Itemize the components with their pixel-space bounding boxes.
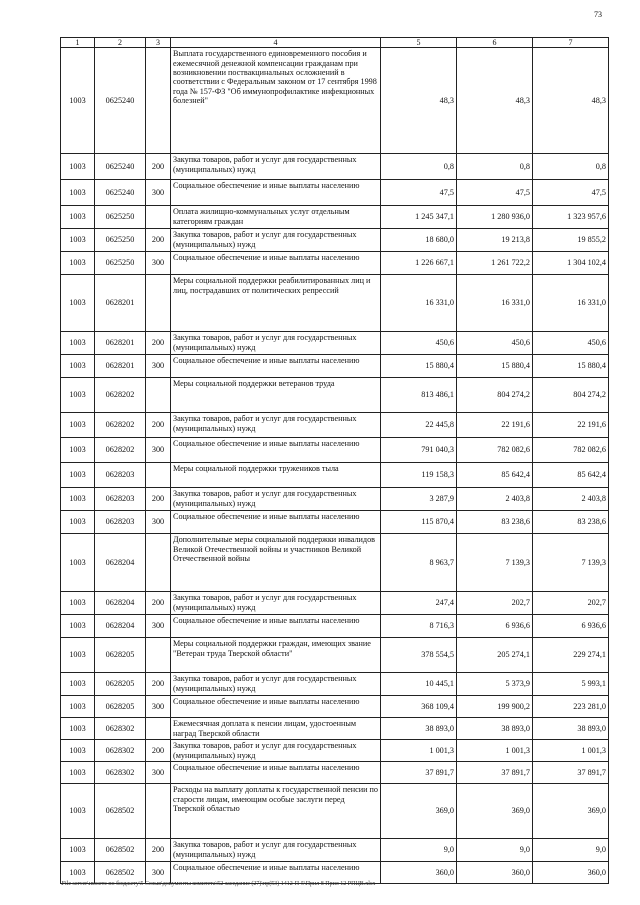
table-row: [61, 534, 609, 592]
target-item-cell: 0628204: [95, 615, 146, 638]
amount-col5-cell: 0,8: [381, 154, 457, 180]
table-row: [61, 784, 609, 839]
section-code-cell: 1003: [61, 229, 95, 252]
amount-col6-cell: 22 191,6: [457, 413, 533, 438]
expense-type-cell: [146, 784, 171, 839]
target-item-cell: 0628302: [95, 740, 146, 762]
amount-col5-cell: 115 870,4: [381, 511, 457, 534]
amount-col6-cell: 782 082,6: [457, 438, 533, 463]
amount-col6-cell: 202,7: [457, 592, 533, 615]
section-code-cell: 1003: [61, 862, 95, 884]
expense-type-cell: 200: [146, 332, 171, 355]
expense-type-cell: 300: [146, 252, 171, 275]
amount-col6-cell: 9,0: [457, 839, 533, 862]
section-code-cell: 1003: [61, 413, 95, 438]
amount-col7-cell: 229 274,1: [533, 638, 609, 673]
item-name-cell: Социальное обеспечение и иные выплаты населению: [171, 355, 381, 378]
amount-col5-cell: 22 445,8: [381, 413, 457, 438]
table-row: [61, 48, 609, 154]
amount-col7-cell: 0,8: [533, 154, 609, 180]
target-item-cell: 0628203: [95, 488, 146, 511]
item-name-cell: Закупка товаров, работ и услуг для государственных (муниципальных) нужд: [171, 740, 381, 762]
item-name-cell: Меры социальной поддержки реабилитированных лиц и лиц, пострадавших от политических репрессий: [171, 275, 381, 332]
amount-col6-cell: 205 274,1: [457, 638, 533, 673]
column-header: 7: [533, 38, 609, 48]
amount-col5-cell: 813 486,1: [381, 378, 457, 413]
amount-col6-cell: 1 280 936,0: [457, 206, 533, 229]
target-item-cell: 0628203: [95, 511, 146, 534]
item-name-cell: Выплата государственного единовременного пособия и ежемесячной денежной компенсации гражданам при возникновении поствакцинальных осложнений в соответствии с Федеральным законом от 17 сентября 1998 года № 157-ФЗ "Об иммунопрофилактике инфекционных болезней": [171, 48, 381, 154]
amount-col5-cell: 38 893,0: [381, 718, 457, 740]
expense-type-cell: 200: [146, 673, 171, 696]
target-item-cell: 0628203: [95, 463, 146, 488]
amount-col7-cell: 7 139,3: [533, 534, 609, 592]
amount-col6-cell: 360,0: [457, 862, 533, 884]
column-header: 6: [457, 38, 533, 48]
section-code-cell: 1003: [61, 180, 95, 206]
table-row: [61, 592, 609, 615]
table-row: [61, 275, 609, 332]
amount-col5-cell: 450,6: [381, 332, 457, 355]
expense-type-cell: 200: [146, 154, 171, 180]
section-code-cell: 1003: [61, 592, 95, 615]
amount-col5-cell: 1 226 667,1: [381, 252, 457, 275]
target-item-cell: 0628204: [95, 592, 146, 615]
expense-type-cell: 300: [146, 762, 171, 784]
target-item-cell: 0628202: [95, 413, 146, 438]
table-row: [61, 252, 609, 275]
section-code-cell: 1003: [61, 638, 95, 673]
amount-col6-cell: 450,6: [457, 332, 533, 355]
amount-col5-cell: 368 109,4: [381, 696, 457, 718]
section-code-cell: 1003: [61, 534, 95, 592]
item-name-cell: Социальное обеспечение и иные выплаты населению: [171, 252, 381, 275]
amount-col5-cell: 10 445,1: [381, 673, 457, 696]
item-name-cell: Расходы на выплату доплаты к государственной пенсии по старости лицам, имеющим особые заслуги перед Тверской областью: [171, 784, 381, 839]
item-name-cell: Дополнительные меры социальной поддержки инвалидов Великой Отечественной войны и участников Великой Отечественной войны: [171, 534, 381, 592]
amount-col7-cell: 2 403,8: [533, 488, 609, 511]
amount-col7-cell: 48,3: [533, 48, 609, 154]
item-name-cell: Социальное обеспечение и иные выплаты населению: [171, 511, 381, 534]
column-header: 3: [146, 38, 171, 48]
expense-type-cell: 300: [146, 438, 171, 463]
section-code-cell: 1003: [61, 740, 95, 762]
expense-type-cell: 200: [146, 413, 171, 438]
amount-col6-cell: 16 331,0: [457, 275, 533, 332]
column-header: 5: [381, 38, 457, 48]
target-item-cell: 0625250: [95, 206, 146, 229]
expense-type-cell: [146, 378, 171, 413]
section-code-cell: 1003: [61, 463, 95, 488]
item-name-cell: Социальное обеспечение и иные выплаты населению: [171, 762, 381, 784]
section-code-cell: 1003: [61, 252, 95, 275]
item-name-cell: Социальное обеспечение и иные выплаты населению: [171, 696, 381, 718]
expense-type-cell: [146, 718, 171, 740]
amount-col6-cell: 5 373,9: [457, 673, 533, 696]
expense-type-cell: 300: [146, 615, 171, 638]
amount-col5-cell: 15 880,4: [381, 355, 457, 378]
amount-col5-cell: 1 001,3: [381, 740, 457, 762]
amount-col7-cell: 202,7: [533, 592, 609, 615]
amount-col7-cell: 6 936,6: [533, 615, 609, 638]
target-item-cell: 0628302: [95, 762, 146, 784]
target-item-cell: 0625240: [95, 180, 146, 206]
target-item-cell: 0628502: [95, 862, 146, 884]
target-item-cell: 0628202: [95, 438, 146, 463]
item-name-cell: Закупка товаров, работ и услуг для государственных (муниципальных) нужд: [171, 413, 381, 438]
table-row: [61, 762, 609, 784]
amount-col6-cell: 19 213,8: [457, 229, 533, 252]
amount-col6-cell: 0,8: [457, 154, 533, 180]
section-code-cell: 1003: [61, 784, 95, 839]
target-item-cell: 0628205: [95, 673, 146, 696]
item-name-cell: Закупка товаров, работ и услуг для государственных (муниципальных) нужд: [171, 332, 381, 355]
target-item-cell: 0628205: [95, 696, 146, 718]
amount-col7-cell: 5 993,1: [533, 673, 609, 696]
item-name-cell: Закупка товаров, работ и услуг для государственных (муниципальных) нужд: [171, 592, 381, 615]
column-header: 1: [61, 38, 95, 48]
expense-type-cell: [146, 206, 171, 229]
amount-col5-cell: 1 245 347,1: [381, 206, 457, 229]
amount-col7-cell: 47,5: [533, 180, 609, 206]
expense-type-cell: 300: [146, 862, 171, 884]
amount-col7-cell: 1 001,3: [533, 740, 609, 762]
section-code-cell: 1003: [61, 488, 95, 511]
amount-col6-cell: 369,0: [457, 784, 533, 839]
amount-col5-cell: 16 331,0: [381, 275, 457, 332]
amount-col6-cell: 15 880,4: [457, 355, 533, 378]
section-code-cell: 1003: [61, 332, 95, 355]
target-item-cell: 0628201: [95, 275, 146, 332]
expense-type-cell: 200: [146, 488, 171, 511]
column-header: 4: [171, 38, 381, 48]
target-item-cell: 0628302: [95, 718, 146, 740]
section-code-cell: 1003: [61, 154, 95, 180]
amount-col6-cell: 37 891,7: [457, 762, 533, 784]
expense-type-cell: [146, 534, 171, 592]
amount-col6-cell: 47,5: [457, 180, 533, 206]
amount-col7-cell: 450,6: [533, 332, 609, 355]
amount-col7-cell: 360,0: [533, 862, 609, 884]
expense-type-cell: [146, 48, 171, 154]
section-code-cell: 1003: [61, 438, 95, 463]
amount-col6-cell: 48,3: [457, 48, 533, 154]
table-row: [61, 638, 609, 673]
amount-col6-cell: 199 900,2: [457, 696, 533, 718]
expense-type-cell: 300: [146, 355, 171, 378]
target-item-cell: 0628204: [95, 534, 146, 592]
table-row: [61, 740, 609, 762]
amount-col7-cell: 804 274,2: [533, 378, 609, 413]
amount-col7-cell: 37 891,7: [533, 762, 609, 784]
page-number: 73: [594, 10, 602, 19]
table-row: [61, 696, 609, 718]
table-row: [61, 839, 609, 862]
section-code-cell: 1003: [61, 762, 95, 784]
amount-col5-cell: 8 716,3: [381, 615, 457, 638]
target-item-cell: 0628205: [95, 638, 146, 673]
expense-type-cell: [146, 275, 171, 332]
table-row: [61, 673, 609, 696]
table-row: [61, 488, 609, 511]
amount-col7-cell: 16 331,0: [533, 275, 609, 332]
section-code-cell: 1003: [61, 615, 95, 638]
amount-col5-cell: 37 891,7: [381, 762, 457, 784]
expense-type-cell: 200: [146, 740, 171, 762]
table-row: [61, 463, 609, 488]
amount-col6-cell: 6 936,6: [457, 615, 533, 638]
table-row: [61, 206, 609, 229]
amount-col7-cell: 15 880,4: [533, 355, 609, 378]
section-code-cell: 1003: [61, 718, 95, 740]
table-row: [61, 378, 609, 413]
amount-col7-cell: 19 855,2: [533, 229, 609, 252]
amount-col7-cell: 83 238,6: [533, 511, 609, 534]
target-item-cell: 0628502: [95, 784, 146, 839]
amount-col6-cell: 2 403,8: [457, 488, 533, 511]
amount-col7-cell: 1 304 102,4: [533, 252, 609, 275]
target-item-cell: 0628202: [95, 378, 146, 413]
target-item-cell: 0625250: [95, 252, 146, 275]
item-name-cell: Социальное обеспечение и иные выплаты населению: [171, 180, 381, 206]
table-row: [61, 718, 609, 740]
table-row: [61, 229, 609, 252]
expense-type-cell: 300: [146, 696, 171, 718]
expense-type-cell: 300: [146, 180, 171, 206]
amount-col5-cell: 791 040,3: [381, 438, 457, 463]
target-item-cell: 0628201: [95, 332, 146, 355]
amount-col6-cell: 38 893,0: [457, 718, 533, 740]
section-code-cell: 1003: [61, 275, 95, 332]
amount-col6-cell: 85 642,4: [457, 463, 533, 488]
item-name-cell: Оплата жилищно-коммунальных услуг отдельным категориям граждан: [171, 206, 381, 229]
amount-col5-cell: 3 287,9: [381, 488, 457, 511]
amount-col5-cell: 247,4: [381, 592, 457, 615]
amount-col5-cell: 369,0: [381, 784, 457, 839]
target-item-cell: 0625240: [95, 154, 146, 180]
item-name-cell: Социальное обеспечение и иные выплаты населению: [171, 438, 381, 463]
amount-col5-cell: 9,0: [381, 839, 457, 862]
expense-type-cell: 200: [146, 592, 171, 615]
section-code-cell: 1003: [61, 673, 95, 696]
amount-col6-cell: 804 274,2: [457, 378, 533, 413]
table-row: [61, 438, 609, 463]
table-row: [61, 180, 609, 206]
target-item-cell: 0625240: [95, 48, 146, 154]
amount-col5-cell: 48,3: [381, 48, 457, 154]
amount-col5-cell: 378 554,5: [381, 638, 457, 673]
expense-type-cell: [146, 463, 171, 488]
table-row: [61, 511, 609, 534]
section-code-cell: 1003: [61, 355, 95, 378]
amount-col5-cell: 18 680,0: [381, 229, 457, 252]
amount-col7-cell: 782 082,6: [533, 438, 609, 463]
item-name-cell: Закупка товаров, работ и услуг для государственных (муниципальных) нужд: [171, 488, 381, 511]
item-name-cell: Социальное обеспечение и иные выплаты населению: [171, 615, 381, 638]
expense-type-cell: [146, 638, 171, 673]
item-name-cell: Социальное обеспечение и иные выплаты населению: [171, 862, 381, 884]
item-name-cell: Меры социальной поддержки ветеранов труда: [171, 378, 381, 413]
section-code-cell: 1003: [61, 206, 95, 229]
column-number-row: [61, 38, 609, 48]
section-code-cell: 1003: [61, 48, 95, 154]
amount-col7-cell: 9,0: [533, 839, 609, 862]
file-path-footer: \File server\имоетс по бюджету\5 Созыв\документы комитета\52 заседание (27)\пр(53) 1412-П-5\Прил 8 Прил 12 РПЦВ.xlsx: [60, 881, 376, 887]
amount-col5-cell: 119 158,3: [381, 463, 457, 488]
amount-col7-cell: 85 642,4: [533, 463, 609, 488]
item-name-cell: Закупка товаров, работ и услуг для государственных (муниципальных) нужд: [171, 839, 381, 862]
budget-table: [60, 37, 609, 884]
expense-type-cell: 300: [146, 511, 171, 534]
amount-col7-cell: 22 191,6: [533, 413, 609, 438]
amount-col6-cell: 83 238,6: [457, 511, 533, 534]
target-item-cell: 0625250: [95, 229, 146, 252]
expense-type-cell: 200: [146, 229, 171, 252]
amount-col7-cell: 1 323 957,6: [533, 206, 609, 229]
amount-col7-cell: 223 281,0: [533, 696, 609, 718]
target-item-cell: 0628201: [95, 355, 146, 378]
item-name-cell: Меры социальной поддержки граждан, имеющих звание "Ветеран труда Тверской области": [171, 638, 381, 673]
item-name-cell: Закупка товаров, работ и услуг для государственных (муниципальных) нужд: [171, 673, 381, 696]
section-code-cell: 1003: [61, 378, 95, 413]
table-row: [61, 413, 609, 438]
item-name-cell: Ежемесячная доплата к пенсии лицам, удостоенным наград Тверской области: [171, 718, 381, 740]
amount-col6-cell: 7 139,3: [457, 534, 533, 592]
column-header: 2: [95, 38, 146, 48]
amount-col6-cell: 1 001,3: [457, 740, 533, 762]
target-item-cell: 0628502: [95, 839, 146, 862]
expense-type-cell: 200: [146, 839, 171, 862]
item-name-cell: Меры социальной поддержки тружеников тыла: [171, 463, 381, 488]
amount-col6-cell: 1 261 722,2: [457, 252, 533, 275]
table-row: [61, 154, 609, 180]
table-row: [61, 615, 609, 638]
amount-col7-cell: 38 893,0: [533, 718, 609, 740]
amount-col7-cell: 369,0: [533, 784, 609, 839]
amount-col5-cell: 8 963,7: [381, 534, 457, 592]
section-code-cell: 1003: [61, 696, 95, 718]
amount-col5-cell: 360,0: [381, 862, 457, 884]
item-name-cell: Закупка товаров, работ и услуг для государственных (муниципальных) нужд: [171, 229, 381, 252]
section-code-cell: 1003: [61, 511, 95, 534]
table-row: [61, 332, 609, 355]
item-name-cell: Закупка товаров, работ и услуг для государственных (муниципальных) нужд: [171, 154, 381, 180]
table-row: [61, 355, 609, 378]
section-code-cell: 1003: [61, 839, 95, 862]
amount-col5-cell: 47,5: [381, 180, 457, 206]
